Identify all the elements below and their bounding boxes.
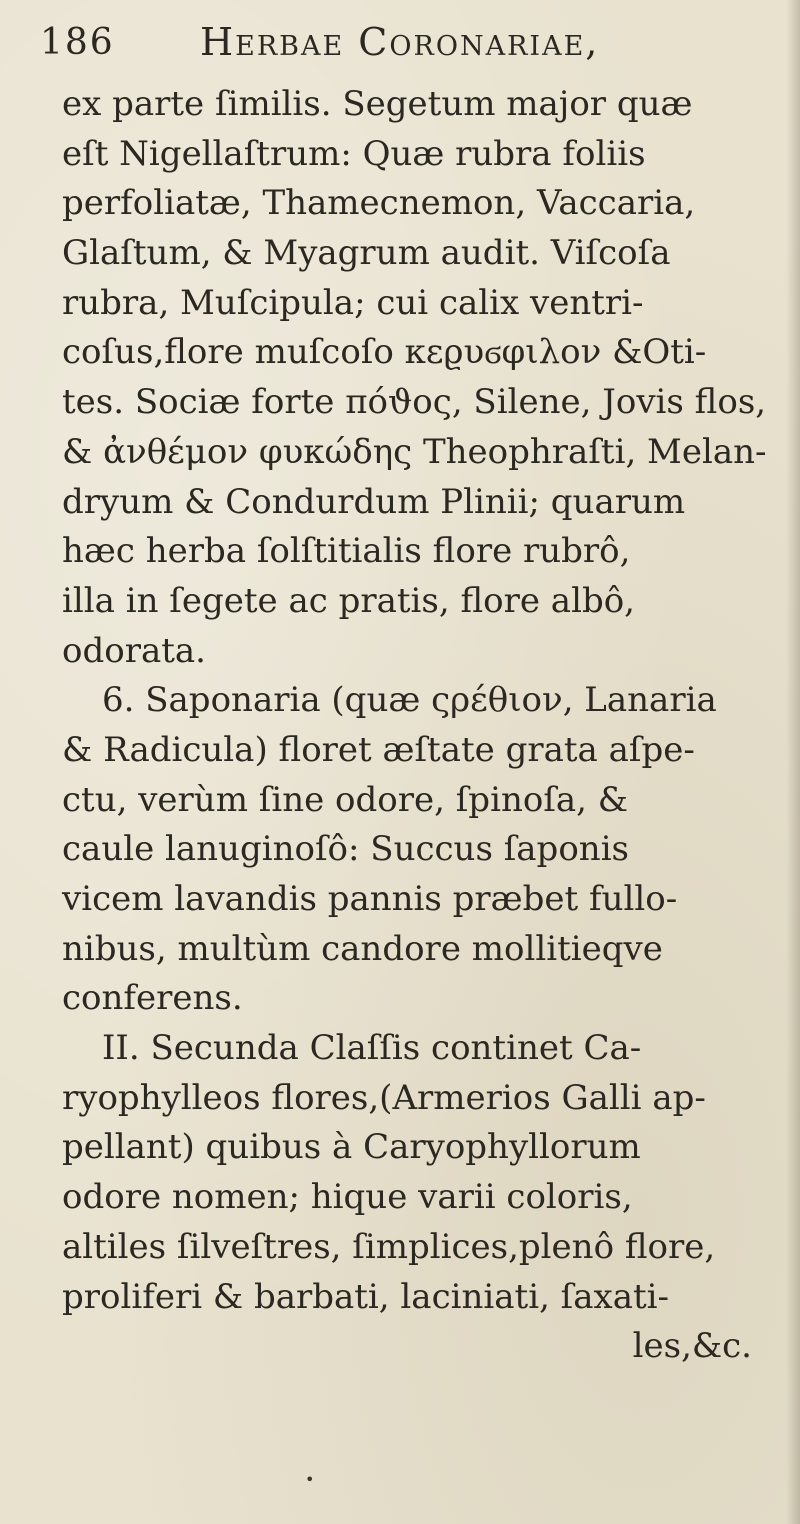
text-line: caule lanuginoſô: Succus ſaponis [62,829,630,870]
text-line: & ἀνθέμον φυκώδης Theophraſti, Melan- [62,431,767,472]
text-line: dryum & Condurdum Plinii; quarum [62,481,686,522]
text-line: Glaſtum, & Myagrum audit. Viſcoſa [62,233,671,274]
text-line: les,&c. [632,1326,752,1367]
text-line: ctu, verùm ſine odore, ſpinoſa, & [62,779,629,820]
text-line: coſus,flore muſcoſo κεϱυϭφιλον &Oti- [62,332,707,373]
running-title: Herbae Coronariae, [200,20,600,64]
text-line: vicem lavandis pannis præbet fullo- [62,879,678,919]
page-edge-shadow [786,0,800,1524]
text-line: proliferi & barbati, laciniati, ſaxati- [62,1276,670,1317]
text-line: odorata. [62,630,206,671]
text-line: nibus, multùm candore mollitieqve [62,928,663,969]
text-line: illa in ſegete ac pratis, flore albô, [62,580,635,621]
page-header [40,14,690,74]
paragraph-start-line: 6. Saponaria (quæ ςρέθιον, Lanaria [102,680,717,721]
paragraph-start-line: II. Secunda Claſſis continet Ca- [102,1028,642,1069]
text-line: odore nomen; hique varii coloris, [62,1177,633,1218]
text-line: eſt Nigellaſtrum: Quæ rubra foliis [62,133,646,174]
text-line: ryophylleos flores,(Armerios Galli ap- [62,1077,706,1118]
printer-mark: • [305,1470,315,1489]
body-text [62,80,782,1372]
text-line: tes. Sociæ forte πόϑος, Silene, Jovis flos, [62,382,767,423]
text-line: altiles ſilveſtres, ſimplices,plenô flore, [62,1226,716,1267]
page-number: 186 [40,22,115,63]
text-line: perfoliatæ, Thamecnemon, Vaccaria, [62,183,696,224]
text-line: hæc herba ſolſtitialis flore rubrô, [62,531,631,572]
text-line: pellant) quibus à Caryophyllorum [62,1127,641,1168]
text-line: & Radicula) floret æſtate grata aſpe- [62,729,695,770]
text-line: rubra, Muſcipula; cui calix ventri- [62,282,644,323]
text-line: conferens. [62,978,243,1019]
text-line: ex parte ſimilis. Segetum major quæ [62,84,693,124]
